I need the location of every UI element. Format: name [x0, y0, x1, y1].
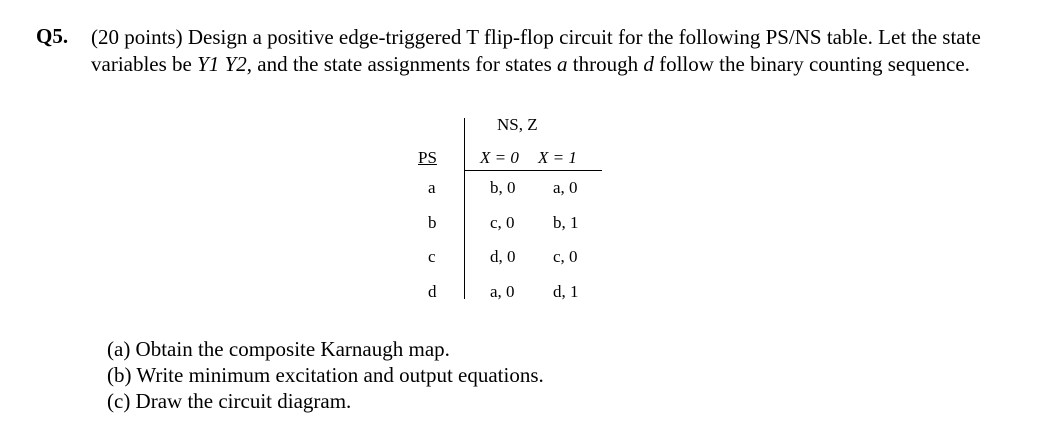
row-b-x0: c, 0 — [490, 213, 515, 232]
ns-header: NS, Z — [497, 115, 538, 134]
state-d: d — [643, 51, 654, 76]
row-d-x1: d, 1 — [553, 282, 579, 301]
x1-header: X = 1 — [538, 148, 577, 167]
state-var-y1: Y1 — [197, 51, 220, 76]
row-c-x1: c, 0 — [553, 247, 578, 266]
row-a-ps: a — [428, 178, 436, 197]
state-a: a — [557, 51, 568, 76]
row-d-x0: a, 0 — [490, 282, 515, 301]
question-through: through — [567, 51, 644, 76]
part-a: (a) Obtain the composite Karnaugh map. — [107, 337, 450, 361]
row-c-x0: d, 0 — [490, 247, 516, 266]
row-b-x1: b, 1 — [553, 213, 579, 232]
x0-header: X = 0 — [480, 148, 519, 167]
row-a-x0: b, 0 — [490, 178, 516, 197]
table-vertical-divider — [464, 118, 465, 299]
question-intro: (20 points) Design a positive edge-triggered T flip-flop circuit for the following PS/NS table. Let the state variables be — [91, 25, 981, 76]
ps-header: PS — [418, 148, 437, 167]
table-horizontal-divider — [464, 170, 602, 171]
question-parts — [107, 336, 544, 414]
part-c: (c) Draw the circuit diagram. — [107, 389, 352, 413]
question-mid: , and the state assignments for states — [246, 51, 558, 76]
part-b: (b) Write minimum excitation and output equations. — [107, 363, 544, 387]
question-number: Q5. — [36, 24, 69, 48]
question-text — [91, 24, 1011, 77]
row-b-ps: b — [428, 213, 437, 232]
question-tail: follow the binary counting sequence. — [653, 51, 970, 76]
row-a-x1: a, 0 — [553, 178, 578, 197]
row-d-ps: d — [428, 282, 437, 301]
state-var-y2: Y2 — [224, 51, 247, 76]
row-c-ps: c — [428, 247, 436, 266]
